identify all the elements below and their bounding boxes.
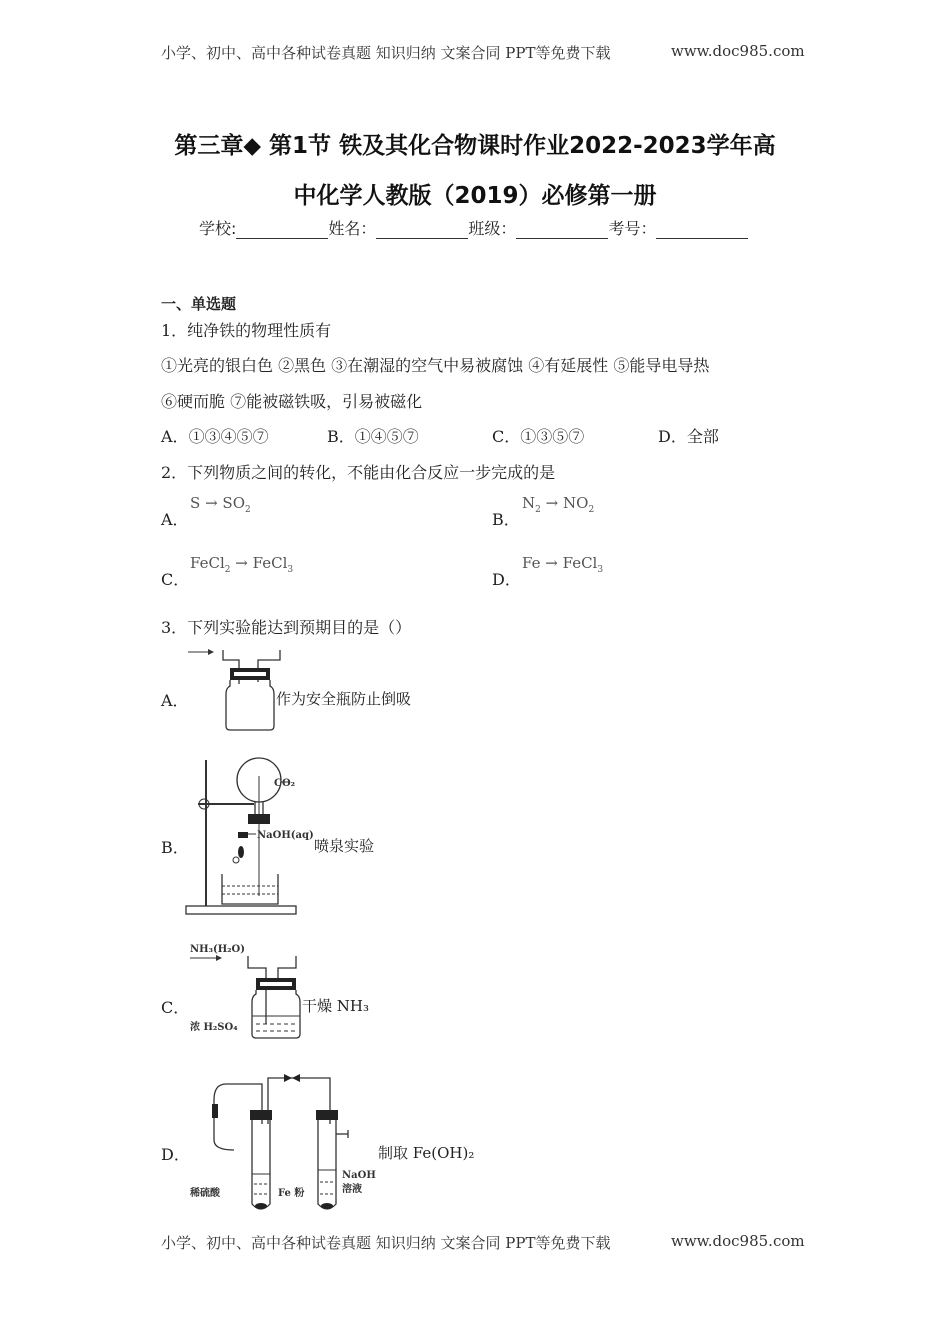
q3-option-a-desc: 作为安全瓶防止倒吸 xyxy=(276,690,412,708)
q3-option-b[interactable]: B． xyxy=(161,838,189,857)
info-line xyxy=(199,216,748,239)
q3-option-c-desc: 干燥 NH₃ xyxy=(302,997,369,1015)
q1-stem: 1．纯净铁的物理性质有 xyxy=(161,321,332,340)
fig-label-nh3: NH₃(H₂O) xyxy=(190,944,245,955)
q1-props-line1: ①光亮的银白色 ②黑色 ③在潮湿的空气中易被腐蚀 ④有延展性 ⑤能导电导热 xyxy=(161,356,710,375)
fig-label-h2so4: 浓 H₂SO₄ xyxy=(190,1022,238,1033)
q3-option-a[interactable]: A． xyxy=(161,691,189,710)
q2-option-c-formula: FeCl$_2$ → FeCl$_3$ xyxy=(190,554,294,575)
q2-option-a-formula: $S \to SO_2$ xyxy=(190,494,251,515)
footer-text: 小学、初中、高中各种试卷真题 知识归纳 文案合同 PPT等免费下载 xyxy=(161,1234,611,1252)
fig-label-naoh: NaOH(aq) xyxy=(257,830,314,841)
fig-label-co2: CO₂ xyxy=(274,778,296,789)
q1-props-line2: ⑥硬而脆 ⑦能被磁铁吸，引易被磁化 xyxy=(161,392,423,411)
q2-option-b[interactable]: B． xyxy=(492,510,520,529)
name-field[interactable] xyxy=(376,222,468,239)
name-label: 姓名： xyxy=(328,219,377,238)
safety-bottle-figure xyxy=(186,646,286,732)
doc-title-line2: 中化学人教版（2019）必修第一册 xyxy=(293,183,657,209)
q3-option-d-desc: 制取 Fe(OH)₂ xyxy=(378,1144,475,1162)
q3-option-d[interactable]: D． xyxy=(161,1145,190,1164)
school-field[interactable] xyxy=(236,222,328,239)
class-field[interactable] xyxy=(516,222,608,239)
school-label: 学校: xyxy=(199,219,237,238)
class-label: 班级： xyxy=(468,219,517,238)
q1-option-a[interactable]: A．①③④⑤⑦ xyxy=(161,427,269,446)
q3-option-c[interactable]: C． xyxy=(161,998,190,1017)
fig-label-fe-powder: Fe 粉 xyxy=(278,1188,305,1199)
header-text: 小学、初中、高中各种试卷真题 知识归纳 文案合同 PPT等免费下载 xyxy=(161,44,611,62)
fig-label-solution: 溶液 xyxy=(342,1184,362,1195)
fig-label-naoh-d: NaOH xyxy=(342,1170,376,1181)
exam-no-label: 考号： xyxy=(608,219,657,238)
section-title: 一、单选题 xyxy=(161,295,237,313)
q2-stem: 2．下列物质之间的转化，不能由化合反应一步完成的是 xyxy=(161,463,556,482)
q2-option-d-formula: Fe → FeCl$_3$ xyxy=(522,554,604,575)
q3-stem: 3．下列实验能达到预期目的是（） xyxy=(161,618,412,637)
q1-option-b[interactable]: B．①④⑤⑦ xyxy=(327,427,419,446)
q3-option-b-desc: 喷泉实验 xyxy=(314,837,375,855)
header-site-link[interactable]: www.doc985.com xyxy=(671,42,805,60)
fig-label-h2so4-dilute: 稀硫酸 xyxy=(190,1188,220,1199)
exam-no-field[interactable] xyxy=(656,222,748,239)
q2-option-b-formula: $N_2 \to NO_2$ xyxy=(522,494,595,515)
doc-title-line1: 第三章◆ 第1节 铁及其化合物课时作业2022-2023学年高 xyxy=(174,133,776,159)
dry-nh3-figure xyxy=(186,938,306,1042)
footer-site-link[interactable]: www.doc985.com xyxy=(671,1232,805,1250)
q1-option-d[interactable]: D．全部 xyxy=(658,427,719,446)
q1-option-c[interactable]: C．①③⑤⑦ xyxy=(492,427,585,446)
q2-option-a[interactable]: A． xyxy=(161,510,189,529)
q2-option-c[interactable]: C． xyxy=(161,570,190,589)
q2-option-d[interactable]: D． xyxy=(492,570,521,589)
feoh2-apparatus-figure xyxy=(186,1070,386,1220)
